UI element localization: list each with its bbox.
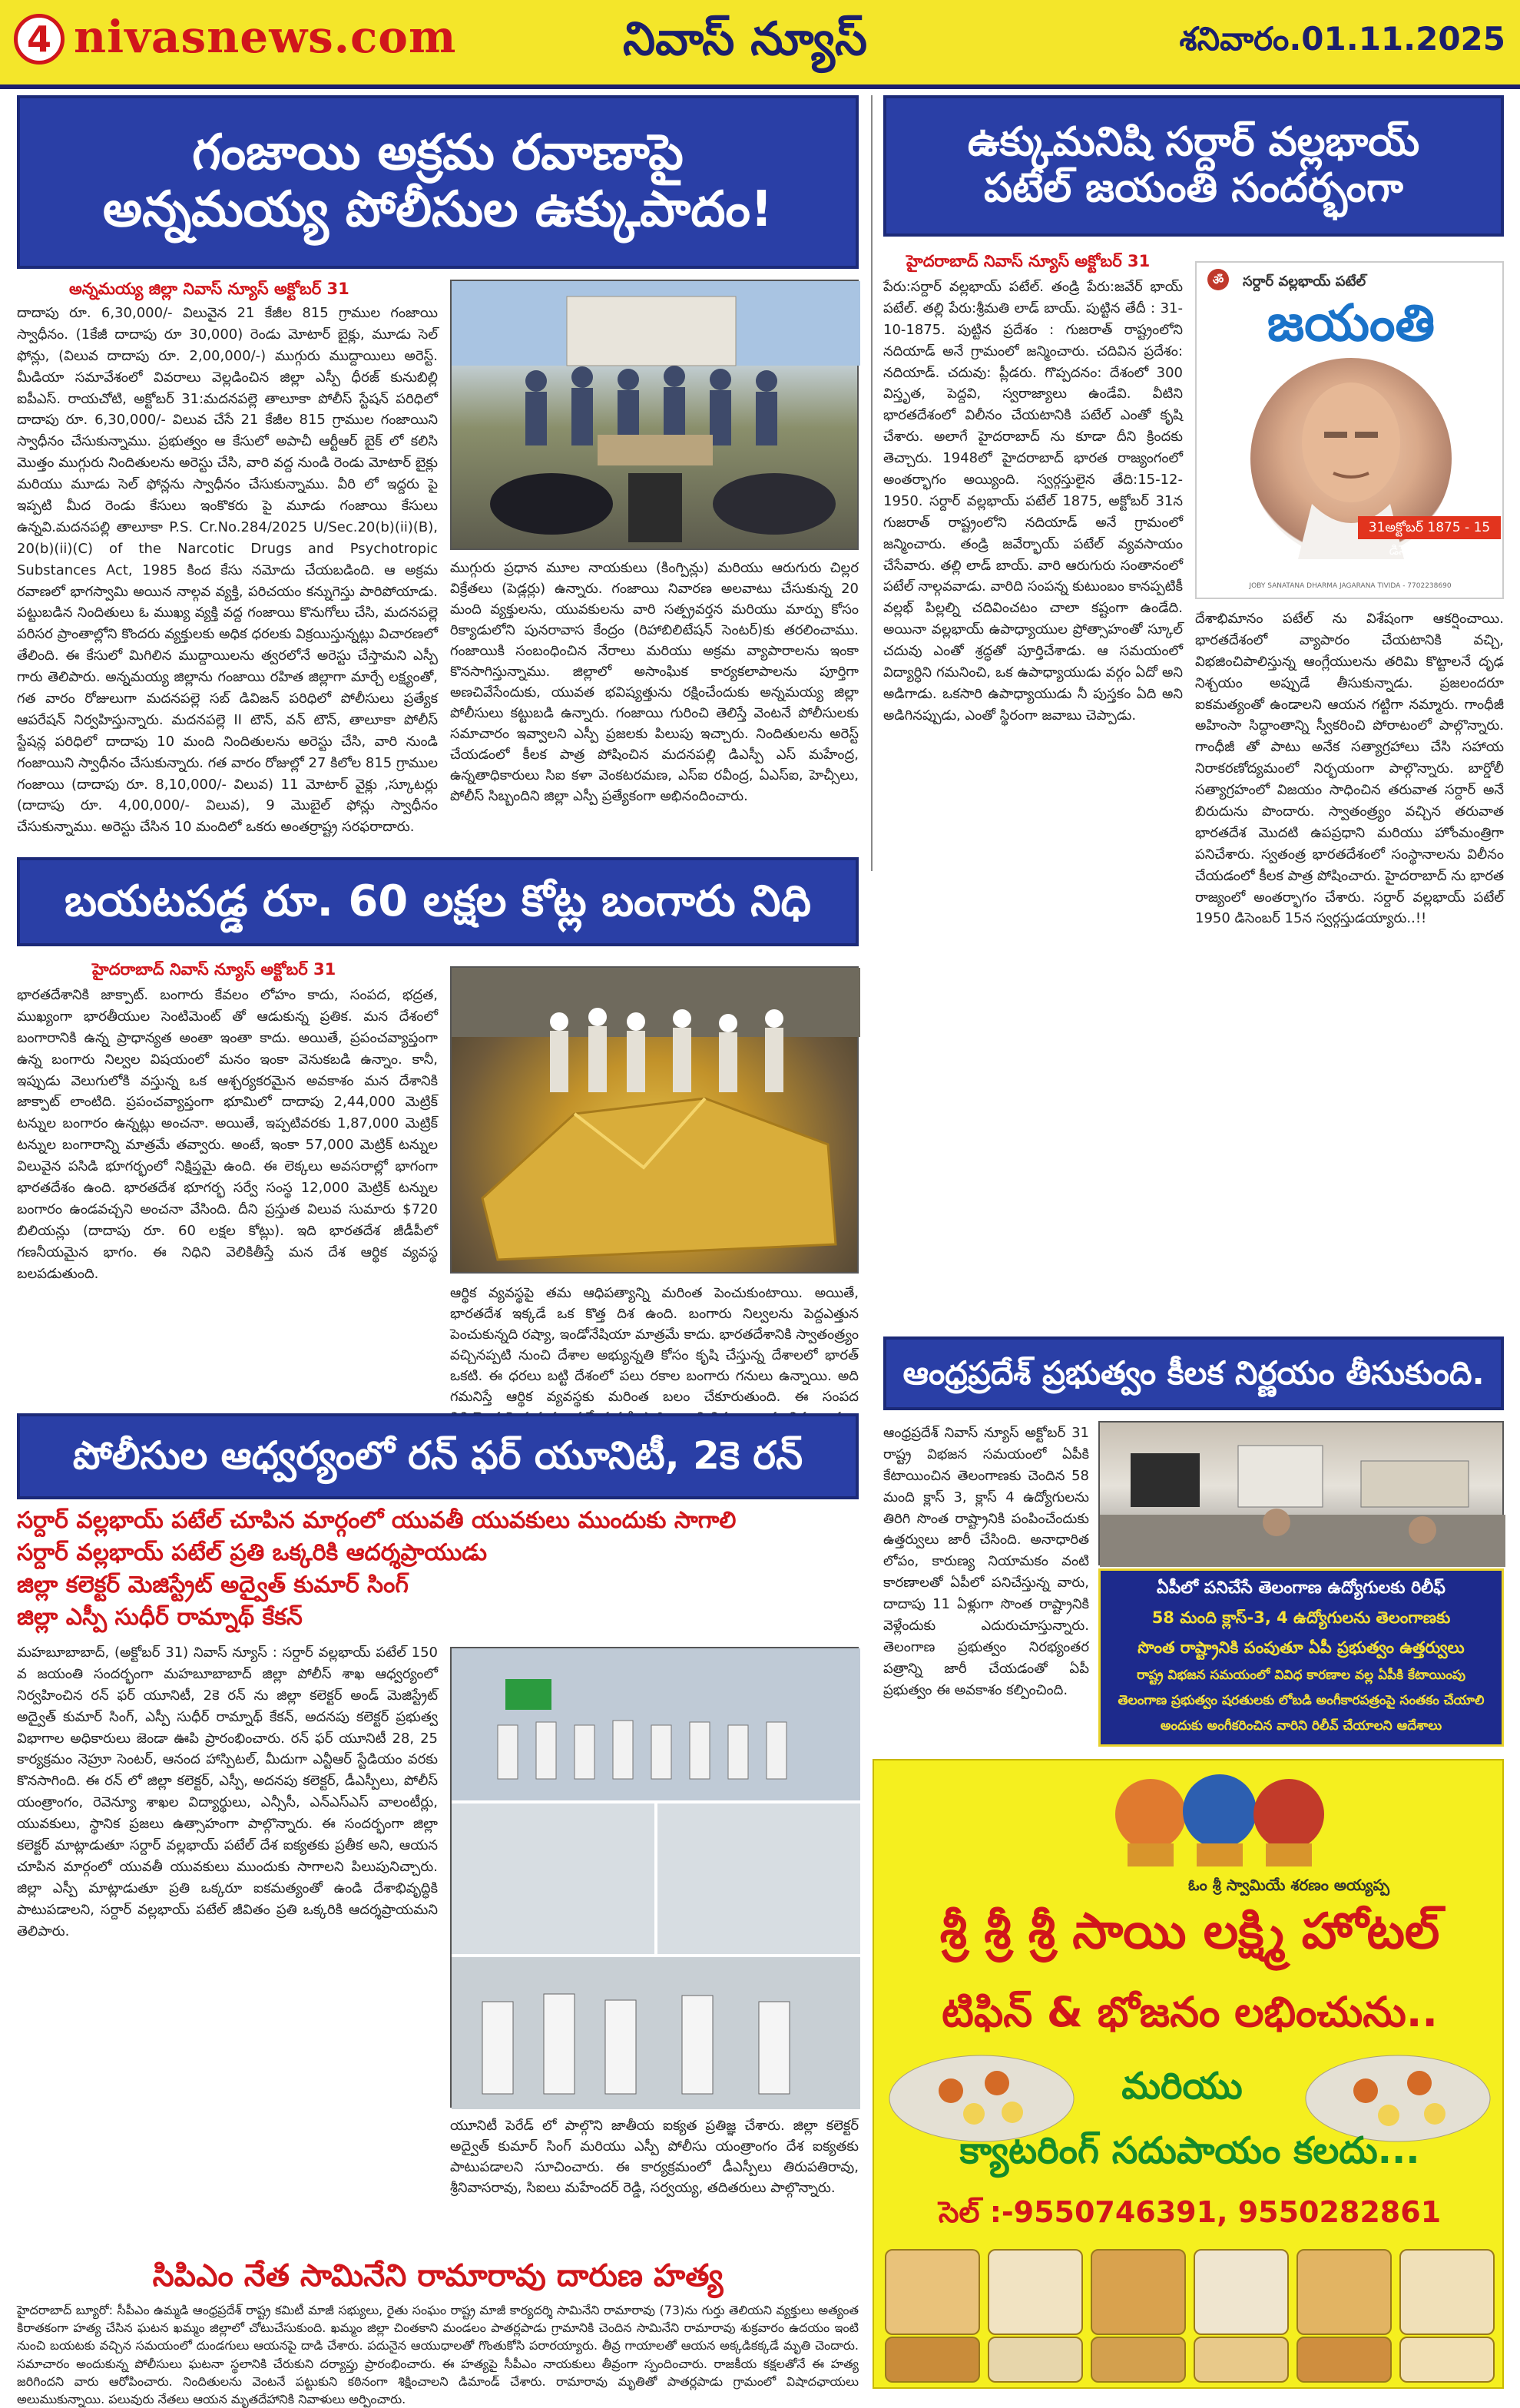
run-for-unity-photo <box>450 1647 859 2108</box>
notice-line2: 58 మంది క్లాస్-3, 4 ఉద్యోగులను తెలంగాణకు <box>1151 1608 1451 1627</box>
food-image <box>1399 2337 1495 2383</box>
patel-byline: హైదరాబాద్ నివాస్ న్యూస్ అక్టోబర్ 31 <box>906 252 1151 270</box>
food-image <box>988 2249 1083 2335</box>
ap-notice-box <box>1098 1568 1504 1747</box>
run-subhead-2: సర్దార్ వల్లభాయ్ పటేల్ ప్రతి ఒక్కరికి ఆదర్శప్రాయుడు <box>17 1539 487 1566</box>
jayanti-label: సర్దార్ వల్లభాయ్ పటేల్ <box>1243 273 1366 290</box>
food-image <box>1296 2249 1392 2335</box>
food-image <box>1194 2249 1289 2335</box>
notice-line3: సొంత రాష్ట్రానికి పంపుతూ ఏపీ ప్రభుత్వం ఉత్తర్వులు <box>1138 1638 1465 1657</box>
run-subhead-1: సర్దార్ వల్లభాయ్ పటేల్ చూపిన మార్గంలో యువతీ యువకులు ముందుకు సాగాలి <box>17 1507 737 1534</box>
ganja-byline: అన్నమయ్య జిల్లా నివాస్ న్యూస్ అక్టోబర్ 31 <box>69 280 349 298</box>
ganja-headline-line1: గంజాయి అక్రమ రవాణాపై <box>192 124 684 182</box>
run-body: మహబూబాబాద్, (అక్టోబర్ 31) నివాస్ న్యూస్ : సర్దార్ వల్లభాయ్ పటేల్ 150 వ జయంతి సందర్భంగా మహబూబాబాద్ జిల్లా పోలీస్ శాఖ ఆధ్వర్యంలో నిర్వహించిన రన్ ఫర్ యూనిటీ, 2కె రన్ ను జిల్లా కలెక్టర్ అండ్ మెజిస్ట్రేట్ అద్వైత్ కుమార్ సింగ్, ఎస్పీ సుధీర్ రామ్నాథ్ కేకన్, అదనపు కలెక్టర్ ప్రభుత్వ విభాగాల అధికారులు జెండా ఊపి ప్రారంభించారు. రన్ ఫర్ యూనిటీ 28, 25 కార్యక్రమం నెహ్రూ సెంటర్, ఆనంద హాస్పిటల్, మీదుగా ఎన్టీఆర్ స్టేడియం వరకు కొనసాగింది. ఈ రన్ లో జిల్లా కలెక్టర్, ఎస్పీ, అదనపు కలెక్టర్, డీఎస్పీలు, పోలీస్ యంత్రాంగం, రెవెన్యూ శాఖల విద్యార్థులు, ఎన్సీసీ, ఎన్ఎస్ఎస్ వాలంటీర్లు, యువకులు, స్థానిక ప్రజలు ఉత్సాహంగా పాల్గొన్నారు. ఈ సందర్భంగా జిల్లా కలెక్టర్ మాట్లాడుతూ సర్దార్ వల్లభాయ్ పటేల్ దేశ ఐక్యతకు ప్రతీక అని, ఆయన చూపిన మార్గంలో యువతీ యువకులు ముందుకు సాగాలని పిలుపునిచ్చారు. జిల్లా ఎస్పీ మాట్లాడుతూ ప్రతి ఒక్కరూ ఐకమత్యంతో ఉండి దేశాభివృద్ధికి పాటుపడాలని, సర్దార్ వల్లభాయ్ పటేల్ జీవితం ప్రతి ఒక్కరికి ఆదర్శప్రాయమని తెలిపారు. <box>17 1645 438 1939</box>
patel-body: పేరు:సర్దార్ వల్లభాయ్ పటేల్. తండ్రి పేరు:జవేర్ భాయ్ పటేల్. తల్లి పేరు:శ్రీమతి లాడ్ బాయ్. పుట్టిన తేదీ : 31-10-1875. పుట్టిన ప్రదేశం : గుజరాత్ రాష్ట్రంలోని నదియాడ్ అనే గ్రామంలో జన్మించారు. చదివిన ప్రదేశం: నదియాడ్. చదువు: ప్లీడరు. గొప్పదనం: దేశంలో 300 విస్తృత, పెద్దవి, స్వరాజ్యాలు ఉండేవి. వీటిని భారతదేశంలో విలీనం చేయటానికి పటేల్ ఎంతో కృషి చేశారు. అలాగే హైదరాబాద్ ను కూడా దీని క్రిందకు తెచ్చారు. 1948లో హైదరాబాద్ భారత రాజ్యంగంలో అంతర్భాగం అయ్యింది. స్వర్గస్తులైన తేది:15-12-1950. సర్దార్ వల్లభాయ్ పటేల్ 1875, అక్టోబర్ 31న గుజరాత్ రాష్ట్రంలోని నదియాడ్ అనే గ్రామంలో జన్మించారు. తండ్రి జవేర్భాయ్ పటేల్ వ్యవసాయం చేసేవారు. తల్లి లాడ్ బాయ్. వారి ఆరుగురు సంతానంలో పటేల్ నాల్గవవాడు. వారిది సంపన్న కుటుంబం కానప్పటికీ వల్లభ్ పిల్లల్ని చదివించటం చాలా కష్టంగా ఉండేది. అయినా వల్లభాయ్ ఉపాధ్యాయుల ప్రోత్సాహంతో స్కూల్ చదువు ఎంతో శ్రద్ధతో పూర్తిచేశాడు. ఆ సమయంలో విద్యార్ధిని గమనించి, ఒక ఉపాధ్యాయుడు వర్గం ఏదో అని అడిగాడు. ఒకసారి ఉపాధ్యాయుడు నీ పుస్తకం ఏది అని అడిగినప్పుడు, ఎంతో స్థిరంగా జవాబు చెప్పాడు. <box>883 279 1183 724</box>
ap-body: ఆంధ్రప్రదేశ్ నివాస్ న్యూస్ అక్టోబర్ 31 రాష్ట్ర విభజన సమయంలో ఏపీకి కేటాయించిన తెలంగాణకు చెందిన 58 మంది క్లాస్ 3, క్లాస్ 4 ఉద్యోగులను తిరిగి సొంత రాష్ట్రానికి పంపించేందుకు ఉత్తర్వులు జారీ చేసింది. అనాధారిత లోపం, కారుణ్య నియామకం వంటి కారణాలతో ఏపీలో పనిచేస్తున్న వారు, దాదాపు 11 ఏళ్లుగా సొంత రాష్ట్రానికి వెళ్లేందుకు ఎదురుచూస్తున్నారు. తెలంగాణ ప్రభుత్వం నిరభ్యంతర పత్రాన్ని జారీ చేయడంతో ఏపీ ప్రభుత్వం ఈ అవకాశం కల్పించింది. <box>883 1425 1089 1698</box>
jayanti-footer: JOBY SANATANA DHARMA JAGARANA TIVIDA - 7702238690 <box>1249 582 1452 590</box>
jayanti-dates: 31అక్టోబర్ 1875 - 15 డిసెంబర్ 1950 <box>1358 516 1501 539</box>
ap-headline: ఆంధ్రప్రదేశ్ ప్రభుత్వం కీలక నిర్ణయం తీసుకుంది. <box>883 1336 1504 1410</box>
food-image <box>885 2249 980 2335</box>
ad-phone[interactable]: సెల్ :-9550746391, 9550282861 <box>938 2195 1442 2229</box>
ganja-headline <box>17 95 859 269</box>
run-subhead-4: జిల్లా ఎస్పీ సుధీర్ రామ్నాథ్ కేకన్ <box>17 1604 303 1631</box>
food-image <box>1194 2337 1289 2383</box>
cpm-headline: సిపిఎం నేత సామినేని రామారావు దారుణ హత్య <box>152 2258 724 2294</box>
run-caption: యూనిటీ పెరేడ్ లో పాల్గొని జాతీయ ఐక్యత ప్రతిజ్ఞ చేశారు. జిల్లా కలెక్టర్ అద్వైత్ కుమార్ సింగ్ మరియు ఎస్పీ పోలీసు యంత్రాంగం దేశ ఐక్యతకు పాటుపడాలని సూచించారు. ఈ కార్యక్రమంలో డీఎస్పీలు తిరుపతిరావు, శ్రీనివాసరావు, సిఐలు మహేందర్ రెడ్డి, సర్వయ్య, తదితరులు పాల్గొన్నారు. <box>450 2118 859 2196</box>
ad-line2: మరియు <box>1121 2065 1243 2108</box>
food-image <box>1399 2249 1495 2335</box>
om-icon: ॐ <box>1207 269 1229 290</box>
ganja-headline-line2: అన్నమయ్య పోలీసుల ఉక్కుపాదం! <box>102 181 773 238</box>
notice-line6: అందుకు అంగీకరించిన వారిని రిలీవ్ చేయాలని ఆదేశాలు <box>1160 1717 1442 1734</box>
office-illustration <box>1100 1423 1505 1567</box>
notice-line1: ఏపీలో పనిచేసే తెలంగాణ ఉద్యోగులకు రిలీఫ్ <box>1157 1578 1445 1598</box>
ganja-body: దాదాపు రూ. 6,30,000/- విలువైన 21 కేజీల 815 గ్రాముల గంజాయి స్వాధీనం. (1కేజీ దాదాపు రూ 30,000) రెండు మోటార్ బైక్లు, మూడు సెల్ ఫోన్లు, (విలువ దాదాపు రూ. 2,00,000/-) ముగ్గురు ముద్దాయిలు అరెస్ట్. మీడియా సమావేశంలో వివరాలు వెల్లడించిన జిల్లా ఎస్పీ ధీరజ్ కునుబిల్లి ఐపీఎస్. రాయచోటి, అక్టోబర్ 31:మదనపల్లె తాలూకా పోలీస్ స్టేషన్ పరిధిలో దాదాపు రూ. 6,30,000/- విలువ చేసే 21 కేజీల 815 గ్రాముల గంజాయిని స్వాధీనం చేసుకున్నాము. ప్రభుత్వం ఆ కేసులో అపాచీ ఆర్టీఆర్ బైక్ లో కలిసి మొత్తం ముగ్గురు నిందితులను అరెస్టు చేసి, వారి వద్ద నుండి రెండు మోటార్ బైక్లు మరియు మూడు సెల్ ఫోన్లను స్వాధీనం చేసుకున్నాము. వీరి లో ఇద్దరు పై ఇప్పటి మీద రెండు కేసులు ఇంకొకరు పై మూడు గంజాయి కేసులు ఉన్నవి.మదనపల్లి తాలూకా P.S. Cr.No.284/2025 U/Sec.20(b)(ii)(B), 20(b)(ii)(C) of the Narcotic Drugs and Psychotropic Substances Act, 1985 కింద కేసు నమోదు చేయబడింది. ఆ అక్రమ రవాణలో భాగస్వామి అయిన నాల్గవ వ్యక్తి, పరిచయం కన్నుగెస్తు పారిపోయాడు. పట్టుబడిన నిందితులు ఓ ముఖ్య వ్యక్తి వద్ద గంజాయి కొనుగోలు చేసి, మదనపల్లె పరిసర ప్రాంతాల్లోని కొందరు వ్యక్తులకు అధిక ధరలకు విక్రయిస్తున్నట్లు విచారణలో తేలింది. ఈ కేసులో మిగిలిన ముద్దాయిలను త్వరలోనే అరెస్టు చేస్తామని ఎస్పీ గారు తెలిపారు. అన్నమయ్య జిల్లాను గంజాయి రహిత జిల్లాగా మార్చే లక్ష్యంతో, గత వారం రోజులుగా మదనపల్లె సబ్ డివిజన్ పరిధిలో పోలీసులు ప్రత్యేక ఆపరేషన్ నిర్వహిస్తున్నారు. మదనపల్లె II టౌన్, వన్ టౌన్, తాలూకా పోలీస్ స్టేషన్ల పరిధిలో దాదాపు 10 మంది నిందితులను అరెస్టు చేసి, వారి నుండి గంజాయిని స్వాధీనం చేసుకున్నారు. గత వారం రోజుల్లో 27 కిలోల 815 గ్రాముల గంజాయి (దాదాపు రూ. 8,10,000/- విలువ) 11 మోటార్ వైక్లు ,స్కూటర్లు (దాదాపు రూ. 4,00,000/- విలువ), 9 మొబైల్ ఫోన్లు స్వాధీనం చేసుకున్నాము. అరెస్టు చేసిన 10 మందిలో ఒకరు అంతర్రాష్ట్ర సరఫరాదారు. <box>17 305 439 836</box>
food-image <box>1091 2249 1186 2335</box>
gold-caption: ఆర్థిక వ్యవస్థపై తమ ఆధిపత్యాన్ని మరింత పెంచుకుంటాయి. అయితే, భారతదేశ ఇక్కడే ఒక కొత్త దిశ ఉంది. బంగారు నిల్వలను పెద్దఎత్తున పెంచుకున్నది రష్యా, ఇండోనేషియా మాత్రమే కాదు. భారతదేశానికి స్వాతంత్ర్యం వచ్చినప్పటి నుంచి దేశాల అభ్యున్నతి కోసం కృషి చేస్తున్న దేశాలలో భారత్ ఒకటి. ఈ ధరలు బట్టి దేశంలో పలు రకాల బంగారు గనులు ఉన్నాయి. అది గమనిస్తే ఆర్థిక వ్యవస్థకు మరింత బలం చేకూరుతుంది. ఈ సంపద <box>450 1285 859 1405</box>
run-illustration <box>452 1648 860 2109</box>
run-subhead-3: జిల్లా కలెక్టర్ మెజిస్ట్రేట్ అద్వైత్ కుమార్ సింగ్ <box>17 1572 409 1598</box>
patel-headline <box>883 95 1504 237</box>
notice-line5: తెలంగాణ ప్రభుత్వం షరతులకు లోబడి అంగీకారపత్రంపై సంతకం చేయాలి <box>1118 1692 1485 1708</box>
police-press-photo <box>450 280 859 550</box>
ad-hotel-name: శ్రీ శ్రీ శ్రీ సాయి లక్ష్మి హోటల్ <box>939 1903 1440 1960</box>
office-employees-photo <box>1098 1421 1504 1565</box>
deity-illustration <box>1104 1768 1335 1868</box>
site-name[interactable]: nivasnews.com <box>74 11 457 63</box>
gold-mine-illustration <box>452 968 860 1275</box>
jayanti-word: జయంతి <box>1267 293 1436 353</box>
ad-line3: క్యాటరింగ్ సదుపాయం కలదు... <box>959 2129 1420 2172</box>
gold-byline: హైదరాబాద్ నివాస్ న్యూస్ అక్టోబర్ 31 <box>92 960 336 979</box>
ganja-caption: ముగ్గురు ప్రధాన మూల నాయకులు (కింగ్పిన్లు) మరియు ఆరుగురు చిల్లర విక్రేతలు (పెడ్లర్లు) ఉన్నారు. గంజాయి నివారణ అలవాటు చేసుకున్న 20 మంది వ్యక్తులను, యువకులను వారి సత్ప్రవర్తన మరియు మార్పు కోసం రిక్యాడులోని పునరావాస కేంద్రం (రిహాబిలిటేషన్ సెంటర్)కు తరలించాము. గంజాయికి సంబంధించిన నేరాలు మరియు అక్రమ వ్యాపారాలను ఇంకా కొనసాగిస్తున్నాము. జిల్లాలో అసాంఘిక కార్యకలాపాలను పూర్తిగా అణచివేసేందుకు, యువత భవిష్యత్తును రక్షించేందుకు అన్నమయ్య జిల్లా పోలీసులు కట్టుబడి ఉన్నారు. గంజాయి గురించి తెలిస్తే వెంటనే పోలీసులకు సమాచారం ఇవ్వాలని ఎస్పీ ప్రజలకు పిలుపు ఇచ్చారు. నిందితులను అరెస్ట్ చేయడంలో కీలక పాత్ర పోషించిన మదనపల్లి డిఎస్పీ ఎస్ మహేంద్ర, ఉన్నతాధికారులు సిఐ కళా వెంకటరమణ, ఎస్ఐ రవీంద్ర, ఏఎస్ఐ, హెచ్సీలు, పోలీస్ సిబ్బందిని జిల్లా ఎస్పీ ప్రత్యేకంగా అభినందించారు. <box>450 560 859 804</box>
police-press-illustration <box>452 281 860 551</box>
food-image <box>885 2337 980 2383</box>
patel-headline-line2: పటేల్ జయంతి సందర్భంగా <box>984 165 1403 211</box>
hotel-advertisement <box>873 1759 1504 2389</box>
food-image <box>988 2337 1083 2383</box>
patel-headline-line1: ఉక్కుమనిషి సర్దార్ వల్లభాయ్ <box>967 119 1420 166</box>
notice-line4: రాష్ట్ర విభజన సమయంలో వివిధ కారణాల వల్ల ఏపీకి కేటాయింపు <box>1137 1668 1465 1684</box>
masthead <box>0 0 1520 89</box>
page-number: 4 <box>14 14 65 65</box>
cpm-body: హైదరాబాద్ బ్యూరో: సీపీఎం ఉమ్మడి ఆంధ్రప్రదేశ్ రాష్ట్ర కమిటీ మాజీ సభ్యులు, రైతు సంఘం రాష్ట్ర మాజీ కార్యదర్శి సామినేని రామారావు (73)ను గుర్తు తెలియని వ్యక్తులు అత్యంత కిరాతకంగా హత్య చేసిన ఘటన ఖమ్మం జిల్లాలో చోటుచేసుకుంది. ఖమ్మం జిల్లా చింతకాని మండలం పాతర్లపాడు గ్రామానికి చెందిన సామినేని రామారావు శుక్రవారం ఉదయం ఇంటి నుంచి బయటకు వచ్చిన సమయంలో దుండగులు ఆయనపై దాడి చేశారు. పదునైన ఆయుధాలతో గొంతుకోసి పరారయ్యారు. తీవ్ర గాయాలతో ఆయన అక్కడికక్కడే మృతి చెందారు. సమాచారం అందుకున్న పోలీసులు ఘటనా స్థలానికి చేరుకుని దర్యాప్తు ప్రారంభించారు. ఈ హత్యపై సీపీఎం నాయకులు తీవ్రంగా స్పందించారు. రాజకీయ కక్షలతోనే ఈ హత్య జరిగిందని వారు ఆరోపించారు. నిందితులను వెంటనే పట్టుకుని కఠినంగా శిక్షించాలని డిమాండ్ చేశారు. రామారావు మృతితో పాతర్లపాడు గ్రామంలో విషాదఛాయలు అలుముకున్నాయి. పలువురు నేతలు ఆయన మృతదేహానికి నివాళులు అర్పించారు. <box>17 2303 859 2406</box>
gold-body: భారతదేశానికి జాక్పాట్. బంగారు కేవలం లోహం కాదు, సంపద, భద్రత, ముఖ్యంగా భారతీయుల సెంటిమెంట్ తో ఆడుకున్న ప్రతిక. మన దేశంలో బంగారానికి ఉన్న ప్రాధాన్యత అంతా ఇంతా కాదు. అయితే, ప్రపంచవ్యాప్తంగా ఉన్న బంగారు నిల్వల విషయంలో మనం ఇంకా వెనుకబడి ఉన్నాం. కానీ, ఇప్పుడు వెలుగులోకి వస్తున్న ఒక ఆశ్చర్యకరమైన అవకాశం మన దేశానికి జాక్పాట్ లాంటిది. ప్రపంచవ్యాప్తంగా భూమిలో దాదాపు 2,44,000 మెట్రిక్ టన్నుల బంగారం ఉన్నట్లు అంచనా. అయితే, ఇప్పటివరకు 1,87,000 మెట్రిక్ టన్నుల బంగారాన్ని మాత్రమే తవ్వారు. అంటే, ఇంకా 57,000 మెట్రిక్ టన్నుల విలువైన పసిడి భూగర్భంలో నిక్షిప్తమై ఉంది. ఈ లెక్కలు అవసరాల్లో భాగంగా భారతదేశం ఉంది. భారతదేశ భూగర్భ సర్వే సంస్థ 12,000 మెట్రిక్ టన్నుల బంగారం ఉండవచ్చని అంచనా వేసింది. దీని ప్రస్తుత విలువ సుమారు $720 బిలియన్లు (దాదాపు రూ. 60 లక్షల కోట్లు). ఇది భారతదేశ జీడీపీలో గణనీయమైన భాగం. ఈ నిధిని వెలికితీస్తే మన దేశ ఆర్థిక వ్యవస్థ బలపడుతుంది. <box>17 987 438 1282</box>
gold-headline: బయటపడ్డ రూ. 60 లక్షల కోట్ల బంగారు నిధి <box>17 857 859 946</box>
deity-images <box>1104 1768 1335 1868</box>
food-image <box>1091 2337 1186 2383</box>
issue-date: శనివారం.01.11.2025 <box>1179 20 1505 58</box>
paper-name: నివాస్ న్యూస్ <box>623 12 867 66</box>
patel-jayanti-card <box>1195 261 1504 599</box>
column-divider <box>871 95 873 871</box>
gold-mine-photo <box>450 966 859 1274</box>
ad-tagline: ఓం శ్రీ స్వామియే శరణం అయ్యప్ప <box>1188 1876 1389 1894</box>
run-headline: పోలీసుల ఆధ్వర్యంలో రన్ ఫర్ యూనిటీ, 2కె రన్ <box>17 1413 859 1499</box>
food-image <box>1296 2337 1392 2383</box>
patel-body-right: దేశాభిమానం పటేల్ ను విశేషంగా ఆకర్షించాయి. భారతదేశంలో వ్యాపారం చేయటానికి వచ్చి, విభజించిపాలిస్తున్న ఆంగ్లేయులను తరిమి కొట్టాలనే దృఢ నిశ్చయం అప్పుడే తీసుకున్నాడు. ప్రజలందరూ ఐకమత్యంతో ఉండాలని ఆయన గట్టిగా నమ్మారు. గాంధీజీ అహింసా సిద్ధాంతాన్ని స్వీకరించి పోరాటంలో పాల్గొన్నారు. గాంధీజీ తో పాటు అనేక సత్యాగ్రహాలు చేసి సహాయ నిరాకరణోద్యమంలో నిర్భయంగా పాల్గొన్నారు. బార్డోలీ సత్యాగ్రహంలో విజయం సాధించిన తరువాత సర్దార్ అనే బిరుదును పొందారు. స్వాతంత్ర్యం వచ్చిన తరువాత భారతదేశ మొదటి ఉపప్రధాని మరియు హోంమంత్రిగా పనిచేశారు. స్వతంత్ర భారతదేశంలో సంస్థానాలను విలీనం చేయడంలో కీలక పాత్ర పోషించారు. హైదరాబాద్ ను భారత రాజ్యంలో అంతర్భాగం చేశారు. సర్దార్ వల్లభాయ్ పటేల్ 1950 డిసెంబర్ 15న స్వర్గస్తుడయ్యారు..!! <box>1195 611 1504 927</box>
ad-line1: టిఫిన్ & భోజనం లభించును.. <box>942 1988 1438 2036</box>
